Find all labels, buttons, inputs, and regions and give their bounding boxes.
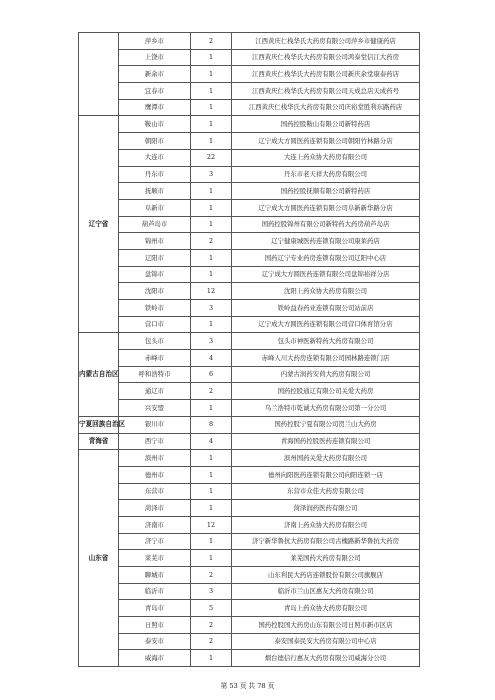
pharmacy-name-cell: 山东利民大药店连锁股份有限公司旗舰店 bbox=[232, 567, 420, 584]
table-row bbox=[79, 650, 420, 667]
count-cell: 1 bbox=[191, 650, 232, 667]
count-cell: 2 bbox=[191, 33, 232, 50]
count-cell: 1 bbox=[191, 450, 232, 467]
city-cell: 铁岭市 bbox=[119, 300, 191, 317]
count-cell: 1 bbox=[191, 500, 232, 517]
table-row bbox=[79, 617, 420, 634]
table-row bbox=[79, 216, 420, 233]
pharmacy-name-cell: 丹东市老天祥大药房有限公司 bbox=[232, 166, 420, 183]
city-cell: 银川市 bbox=[119, 416, 191, 433]
count-cell: 1 bbox=[191, 83, 232, 100]
pharmacy-name-cell: 国药控股宁夏有限公司贺兰山大药房 bbox=[232, 416, 420, 433]
city-cell: 临沂市 bbox=[119, 583, 191, 600]
count-cell: 1 bbox=[191, 116, 232, 133]
city-cell: 日照市 bbox=[119, 617, 191, 634]
table-row bbox=[79, 567, 420, 584]
count-cell: 1 bbox=[191, 66, 232, 83]
count-cell: 1 bbox=[191, 533, 232, 550]
city-cell: 菏泽市 bbox=[119, 500, 191, 517]
pharmacy-table bbox=[78, 32, 420, 667]
table-row bbox=[79, 199, 420, 216]
count-cell: 3 bbox=[191, 583, 232, 600]
page-number-footer: 第 53 页 共 78 页 bbox=[220, 682, 275, 690]
city-cell: 威海市 bbox=[119, 650, 191, 667]
pharmacy-name-cell: 辽宁成大方圆医药连锁有限公司盘锦裕祥分店 bbox=[232, 266, 420, 283]
count-cell: 2 bbox=[191, 633, 232, 650]
table-row bbox=[79, 366, 420, 383]
city-cell: 德州市 bbox=[119, 466, 191, 483]
pharmacy-name-cell: 国药辽宁专业药房连锁有限公司辽阳中心店 bbox=[232, 249, 420, 266]
count-cell: 1 bbox=[191, 249, 232, 266]
count-cell: 1 bbox=[191, 400, 232, 417]
pharmacy-name-cell: 青海国药控股医药连锁有限公司 bbox=[232, 433, 420, 450]
table-row bbox=[79, 300, 420, 317]
city-cell: 济南市 bbox=[119, 516, 191, 533]
pharmacy-name-cell: 内蒙古润药安荷大药房有限公司 bbox=[232, 366, 420, 383]
city-cell: 新余市 bbox=[119, 66, 191, 83]
pharmacy-name-cell: 辽宁成大方圆医药连锁有限公司阜新新华路分店 bbox=[232, 199, 420, 216]
city-cell: 西宁市 bbox=[119, 433, 191, 450]
pharmacy-name-cell: 菏泽润药医药有限公司 bbox=[232, 500, 420, 517]
city-cell: 沈阳市 bbox=[119, 283, 191, 300]
pharmacy-name-cell: 滨州国药关爱大药房有限公司 bbox=[232, 450, 420, 467]
city-cell: 滨州市 bbox=[119, 450, 191, 467]
count-cell: 1 bbox=[191, 49, 232, 66]
table-row bbox=[79, 633, 420, 650]
table-row bbox=[79, 316, 420, 333]
pharmacy-table-body bbox=[79, 33, 420, 667]
city-cell: 通辽市 bbox=[119, 383, 191, 400]
city-cell: 济宁市 bbox=[119, 533, 191, 550]
city-cell: 宜春市 bbox=[119, 83, 191, 100]
city-cell: 萍乡市 bbox=[119, 33, 191, 50]
province-cell: 青海省 bbox=[79, 433, 119, 450]
table-row bbox=[79, 450, 420, 467]
table-row bbox=[79, 600, 420, 617]
count-cell: 1 bbox=[191, 483, 232, 500]
pharmacy-name-cell: 乌兰浩特市乾诚大药房有限公司第一分公司 bbox=[232, 400, 420, 417]
table-row bbox=[79, 516, 420, 533]
table-row bbox=[79, 249, 420, 266]
count-cell: 5 bbox=[191, 600, 232, 617]
table-row bbox=[79, 333, 420, 350]
pharmacy-name-cell: 江西黄庆仁栈华氏大药房有限公司庆裕堂胜利东路药店 bbox=[232, 99, 420, 116]
pharmacy-name-cell: 江西黄庆仁栈华氏大药房有限公司萍乡市健康药店 bbox=[232, 33, 420, 50]
table-row bbox=[79, 133, 420, 150]
table-row bbox=[79, 266, 420, 283]
pharmacy-name-cell: 烟台德信行惠友大药房有限公司威海分公司 bbox=[232, 650, 420, 667]
city-cell: 东营市 bbox=[119, 483, 191, 500]
pharmacy-name-cell: 大连上药众协大药房有限公司 bbox=[232, 149, 420, 166]
table-row bbox=[79, 583, 420, 600]
city-cell: 呼和浩特市 bbox=[119, 366, 191, 383]
city-cell: 盘锦市 bbox=[119, 266, 191, 283]
pharmacy-name-cell: 辽宁成大方圆医药连锁有限公司朝阳竹林路分店 bbox=[232, 133, 420, 150]
count-cell: 4 bbox=[191, 350, 232, 367]
count-cell: 1 bbox=[191, 99, 232, 116]
table-row bbox=[79, 99, 420, 116]
count-cell: 12 bbox=[191, 516, 232, 533]
pharmacy-name-cell: 江西黄庆仁栈华氏大药房有限公司鸿泰堂信江大药房 bbox=[232, 49, 420, 66]
pharmacy-name-cell: 东营市众佳大药房有限公司 bbox=[232, 483, 420, 500]
table-row bbox=[79, 350, 420, 367]
city-cell: 抚顺市 bbox=[119, 183, 191, 200]
count-cell: 1 bbox=[191, 466, 232, 483]
pharmacy-name-cell: 临沂市兰山区惠友大药房有限公司 bbox=[232, 583, 420, 600]
table-row bbox=[79, 33, 420, 50]
count-cell: 3 bbox=[191, 300, 232, 317]
count-cell: 22 bbox=[191, 149, 232, 166]
pharmacy-name-cell: 莱芜国药大药房有限公司 bbox=[232, 550, 420, 567]
count-cell: 1 bbox=[191, 216, 232, 233]
city-cell: 丹东市 bbox=[119, 166, 191, 183]
count-cell: 2 bbox=[191, 233, 232, 250]
province-cell: 辽宁省 bbox=[79, 116, 119, 333]
pharmacy-name-cell: 国药控股鞍山有限公司新特药店 bbox=[232, 116, 420, 133]
table-row bbox=[79, 400, 420, 417]
city-cell: 泰安市 bbox=[119, 633, 191, 650]
table-row bbox=[79, 533, 420, 550]
table-row bbox=[79, 416, 420, 433]
pharmacy-name-cell: 辽宁成大方圆医药连锁有限公司营口体育馆分店 bbox=[232, 316, 420, 333]
table-row bbox=[79, 466, 420, 483]
table-row bbox=[79, 83, 420, 100]
pharmacy-name-cell: 德州向阳医药连锁有限公司向阳连锁一店 bbox=[232, 466, 420, 483]
table-row bbox=[79, 483, 420, 500]
table-row bbox=[79, 66, 420, 83]
city-cell: 锦州市 bbox=[119, 233, 191, 250]
pharmacy-name-cell: 包头市神医新特药大药房有限公司 bbox=[232, 333, 420, 350]
province-cell: 宁夏回族自治区 bbox=[79, 416, 119, 433]
city-cell: 营口市 bbox=[119, 316, 191, 333]
city-cell: 阜新市 bbox=[119, 199, 191, 216]
count-cell: 1 bbox=[191, 133, 232, 150]
pharmacy-name-cell: 辽宁健康城医药连锁有限公司康莱药店 bbox=[232, 233, 420, 250]
count-cell: 1 bbox=[191, 199, 232, 216]
pharmacy-name-cell: 沈阳上药众协大药房有限公司 bbox=[232, 283, 420, 300]
city-cell: 辽阳市 bbox=[119, 249, 191, 266]
table-row bbox=[79, 500, 420, 517]
count-cell: 2 bbox=[191, 567, 232, 584]
count-cell: 2 bbox=[191, 617, 232, 634]
city-cell: 朝阳市 bbox=[119, 133, 191, 150]
table-row bbox=[79, 283, 420, 300]
pharmacy-name-cell: 济南上药众协大药房有限公司 bbox=[232, 516, 420, 533]
count-cell: 2 bbox=[191, 383, 232, 400]
count-cell: 4 bbox=[191, 433, 232, 450]
count-cell: 1 bbox=[191, 550, 232, 567]
pharmacy-name-cell: 国药控股国大药房山东有限公司日照市新市区店 bbox=[232, 617, 420, 634]
pharmacy-name-cell: 国药控股抚顺有限公司新特药店 bbox=[232, 183, 420, 200]
table-row bbox=[79, 433, 420, 450]
province-cell: 内蒙古自治区 bbox=[79, 333, 119, 416]
pharmacy-name-cell: 赤峰人川大药房连锁有限公司园林路连锁门店 bbox=[232, 350, 420, 367]
city-cell: 大连市 bbox=[119, 149, 191, 166]
count-cell: 3 bbox=[191, 166, 232, 183]
table-row bbox=[79, 233, 420, 250]
city-cell: 青岛市 bbox=[119, 600, 191, 617]
table-row bbox=[79, 183, 420, 200]
pharmacy-name-cell: 济宁新华鲁抗大药房有限公司古槐路新华鲁抗大药房 bbox=[232, 533, 420, 550]
pharmacy-name-cell: 江西黄庆仁栈华氏大药房有限公司新庆余堂康泰药店 bbox=[232, 66, 420, 83]
province-cell: 山东省 bbox=[79, 450, 119, 667]
city-cell: 鞍山市 bbox=[119, 116, 191, 133]
pharmacy-name-cell: 国药控股锦州有限公司新特药大药房葫芦岛店 bbox=[232, 216, 420, 233]
count-cell: 3 bbox=[191, 333, 232, 350]
city-cell: 鹰潭市 bbox=[119, 99, 191, 116]
count-cell: 1 bbox=[191, 183, 232, 200]
count-cell: 1 bbox=[191, 316, 232, 333]
table-row bbox=[79, 149, 420, 166]
city-cell: 包头市 bbox=[119, 333, 191, 350]
table-row bbox=[79, 383, 420, 400]
pharmacy-name-cell: 铁岭益春药业连锁有限公司站前店 bbox=[232, 300, 420, 317]
pharmacy-name-cell: 青岛上药众协大药房有限公司 bbox=[232, 600, 420, 617]
count-cell: 8 bbox=[191, 416, 232, 433]
pharmacy-name-cell: 泰安国泰民安大药房有限公司中心店 bbox=[232, 633, 420, 650]
table-row bbox=[79, 166, 420, 183]
city-cell: 葫芦岛市 bbox=[119, 216, 191, 233]
city-cell: 赤峰市 bbox=[119, 350, 191, 367]
count-cell: 12 bbox=[191, 283, 232, 300]
city-cell: 兴安盟 bbox=[119, 400, 191, 417]
city-cell: 莱芜市 bbox=[119, 550, 191, 567]
pharmacy-name-cell: 江西黄庆仁栈华氏大药房有限公司天成总店天成药号 bbox=[232, 83, 420, 100]
count-cell: 1 bbox=[191, 266, 232, 283]
table-row bbox=[79, 550, 420, 567]
province-cell bbox=[79, 33, 119, 116]
table-row bbox=[79, 49, 420, 66]
city-cell: 上饶市 bbox=[119, 49, 191, 66]
table-row bbox=[79, 116, 420, 133]
city-cell: 聊城市 bbox=[119, 567, 191, 584]
count-cell: 6 bbox=[191, 366, 232, 383]
pharmacy-name-cell: 国药控股通辽有限公司关爱大药房 bbox=[232, 383, 420, 400]
